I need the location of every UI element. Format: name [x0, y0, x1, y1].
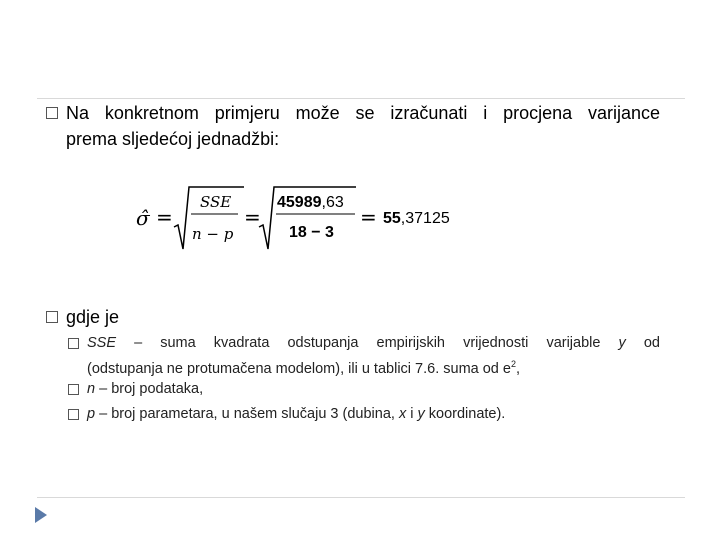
bottom-divider — [37, 497, 685, 498]
where-label: gdje je — [66, 307, 120, 327]
fraction2-denominator: 18 − 3 — [289, 224, 334, 241]
sub-bullet-icon — [68, 409, 79, 420]
equals-2: = — [244, 205, 261, 229]
p-definition: p – broj parametara, u našem slučaju 3 (dubina, x i y koordinate). — [87, 406, 506, 422]
bullet-text-line1: Na konkretnom primjeru može se izračunati i procjena varijance — [66, 103, 660, 123]
p-term: p — [87, 406, 96, 422]
n-term: n — [87, 381, 96, 397]
bullet-icon — [46, 107, 58, 119]
result: 55,37125 — [383, 210, 450, 227]
n-definition: n – broj podataka, — [87, 381, 204, 397]
sse-term: SSE — [87, 335, 117, 351]
sub-bullet-icon — [68, 338, 79, 349]
sse-definition-line2: (odstupanja ne protumačena modelom), ili u tablici 7.6. suma od $e^2$, — [87, 359, 521, 377]
fraction1-numerator: SSE — [200, 193, 232, 211]
equals-3: = — [360, 205, 377, 229]
bullet-text-line2: prema sljedećoj jednadžbi: — [66, 129, 280, 149]
variance-formula — [134, 185, 474, 255]
fraction2-numerator: 45989,63 — [277, 194, 344, 211]
sub-bullet-icon — [68, 384, 79, 395]
next-slide-arrow-icon[interactable] — [35, 507, 47, 523]
sse-definition-line1: SSE – suma kvadrata odstupanja empirijskih vrijednosti varijable y od — [87, 335, 660, 351]
sigma-hat: σ̂ — [136, 206, 150, 230]
fraction1-denominator: n − p — [192, 225, 234, 243]
equals-1: = — [156, 205, 173, 229]
bullet-icon — [46, 311, 58, 323]
top-divider — [37, 98, 685, 99]
